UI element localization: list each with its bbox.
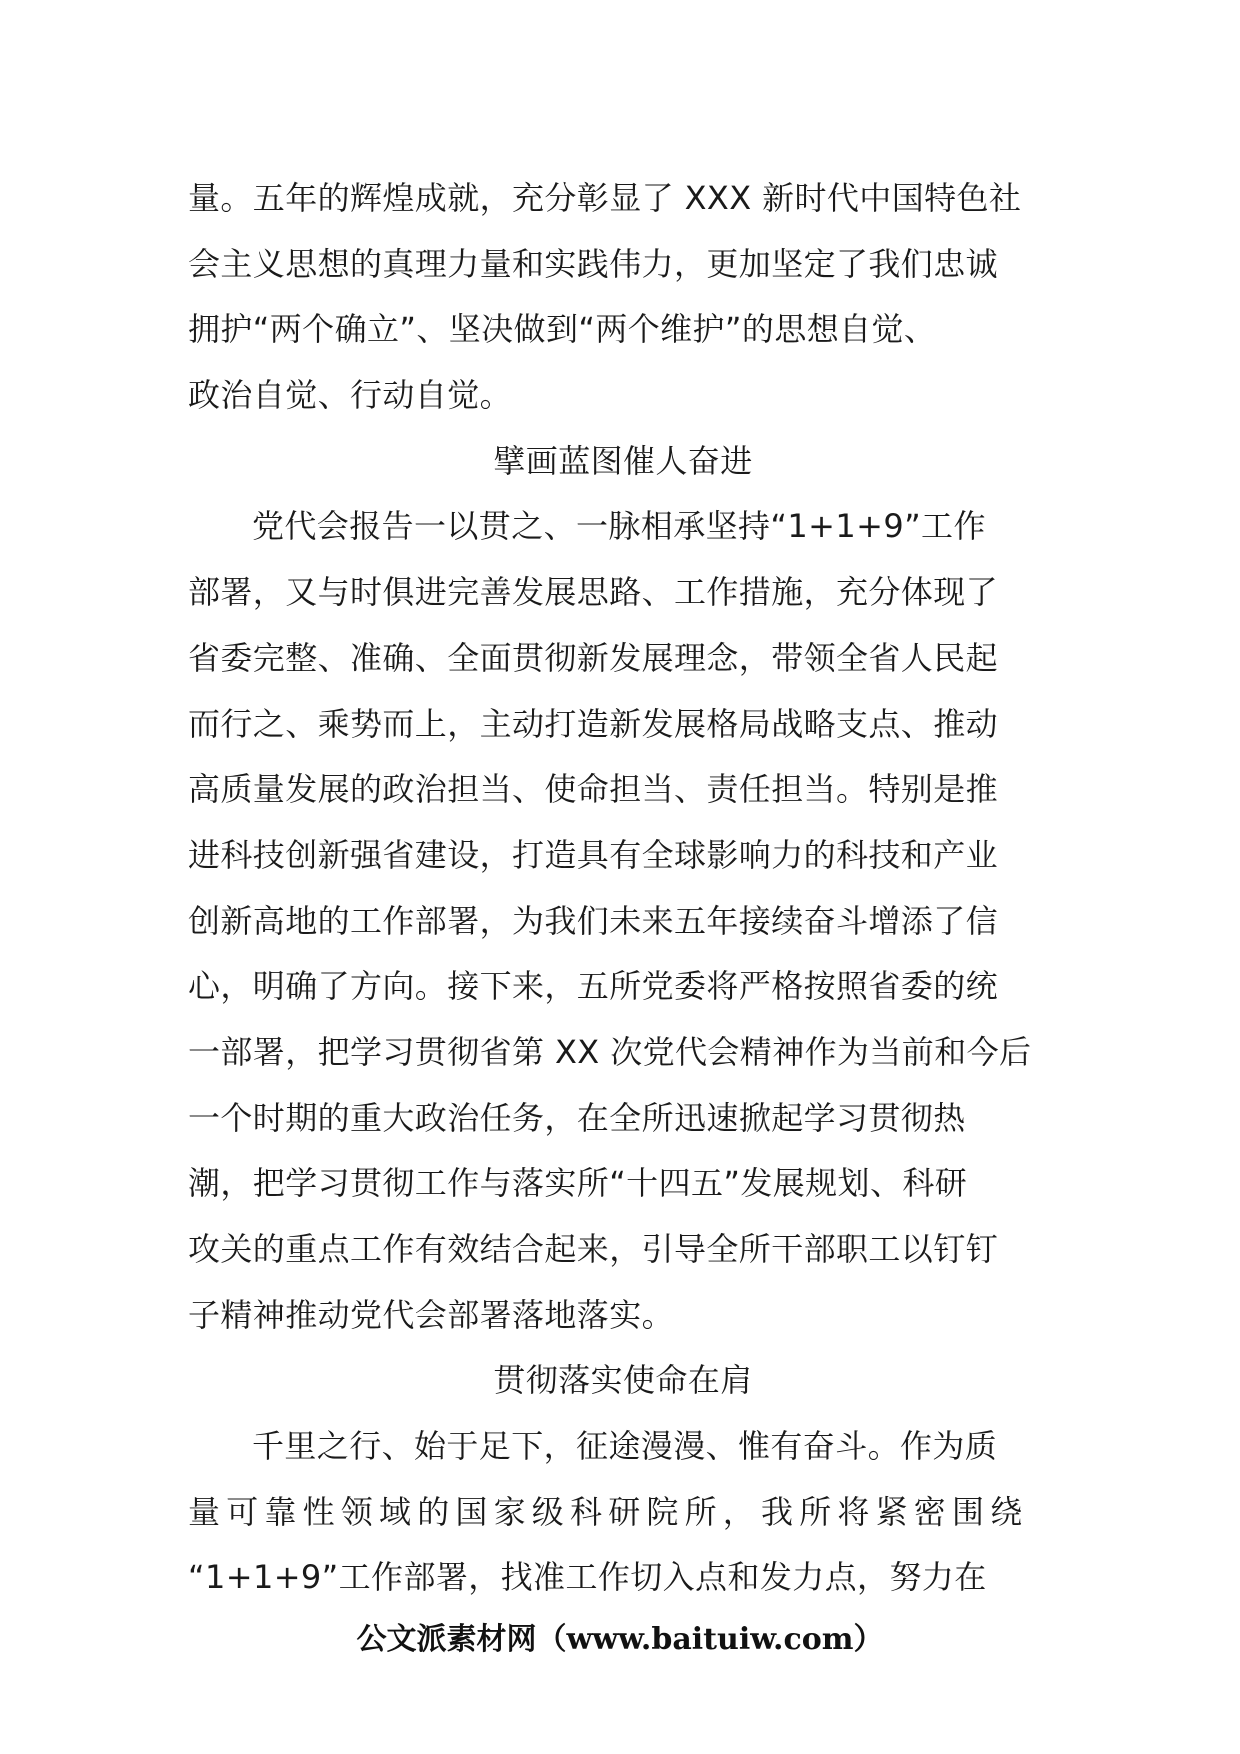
text-line: “1+1+9”工作部署，找准工作切入点和发力点，努力在 (188, 1558, 987, 1597)
text-line: 省委完整、准确、全面贯彻新发展理念，带领全省人民起 (188, 638, 999, 677)
text-line: 一部署，把学习贯彻省第 XX 次党代会精神作为当前和今后 (188, 1032, 1032, 1071)
text-line: 高质量发展的政治担当、使命担当、责任担当。特别是推 (188, 770, 999, 809)
text-line: 千里之行、始于足下，征途漫漫、惟有奋斗。作为质 (252, 1427, 998, 1466)
text-line: 而行之、乘势而上，主动打造新发展格局战略支点、推动 (188, 704, 999, 743)
paragraph (188, 494, 1058, 1348)
text-line: 进科技创新强省建设，打造具有全球影响力的科技和产业 (188, 835, 999, 874)
text-line: 量可靠性领域的国家级科研院所，我所将紧密围绕 (188, 1492, 1029, 1531)
section-heading: 擘画蓝图催人奋进 (493, 441, 753, 480)
section-heading: 贯彻落实使命在肩 (493, 1361, 753, 1400)
text-line: 党代会报告一以贯之、一脉相承坚持“1+1+9”工作 (252, 507, 986, 546)
footer-watermark: 公文派素材网（www.baituiw.com） (356, 1622, 884, 1657)
text-line: 量。五年的辉煌成就，充分彰显了 XXX 新时代中国特色社 (188, 179, 1022, 217)
text-line: 会主义思想的真理力量和实践伟力，更加坚定了我们忠诚 (188, 244, 999, 283)
document-body (188, 166, 1058, 1611)
text-line: 潮，把学习贯彻工作与落实所“十四五”发展规划、科研 (188, 1164, 968, 1203)
text-line: 子精神推动党代会部署落地落实。 (188, 1295, 675, 1334)
paragraph (188, 166, 1058, 429)
text-line: 一个时期的重大政治任务，在全所迅速掀起学习贯彻热 (188, 1098, 966, 1137)
paragraph (188, 1414, 1058, 1611)
text-line: 政治自觉、行动自觉。 (188, 376, 513, 415)
text-line: 部署，又与时俱进完善发展思路、工作措施，充分体现了 (188, 573, 999, 612)
text-line: 心，明确了方向。接下来，五所党委将严格按照省委的统 (188, 967, 999, 1006)
text-line: 攻关的重点工作有效结合起来，引导全所干部职工以钉钉 (188, 1230, 999, 1268)
text-line: 创新高地的工作部署，为我们未来五年接续奋斗增添了信 (188, 901, 999, 940)
text-line: 拥护“两个确立”、坚决做到“两个维护”的思想自觉、 (188, 310, 937, 349)
